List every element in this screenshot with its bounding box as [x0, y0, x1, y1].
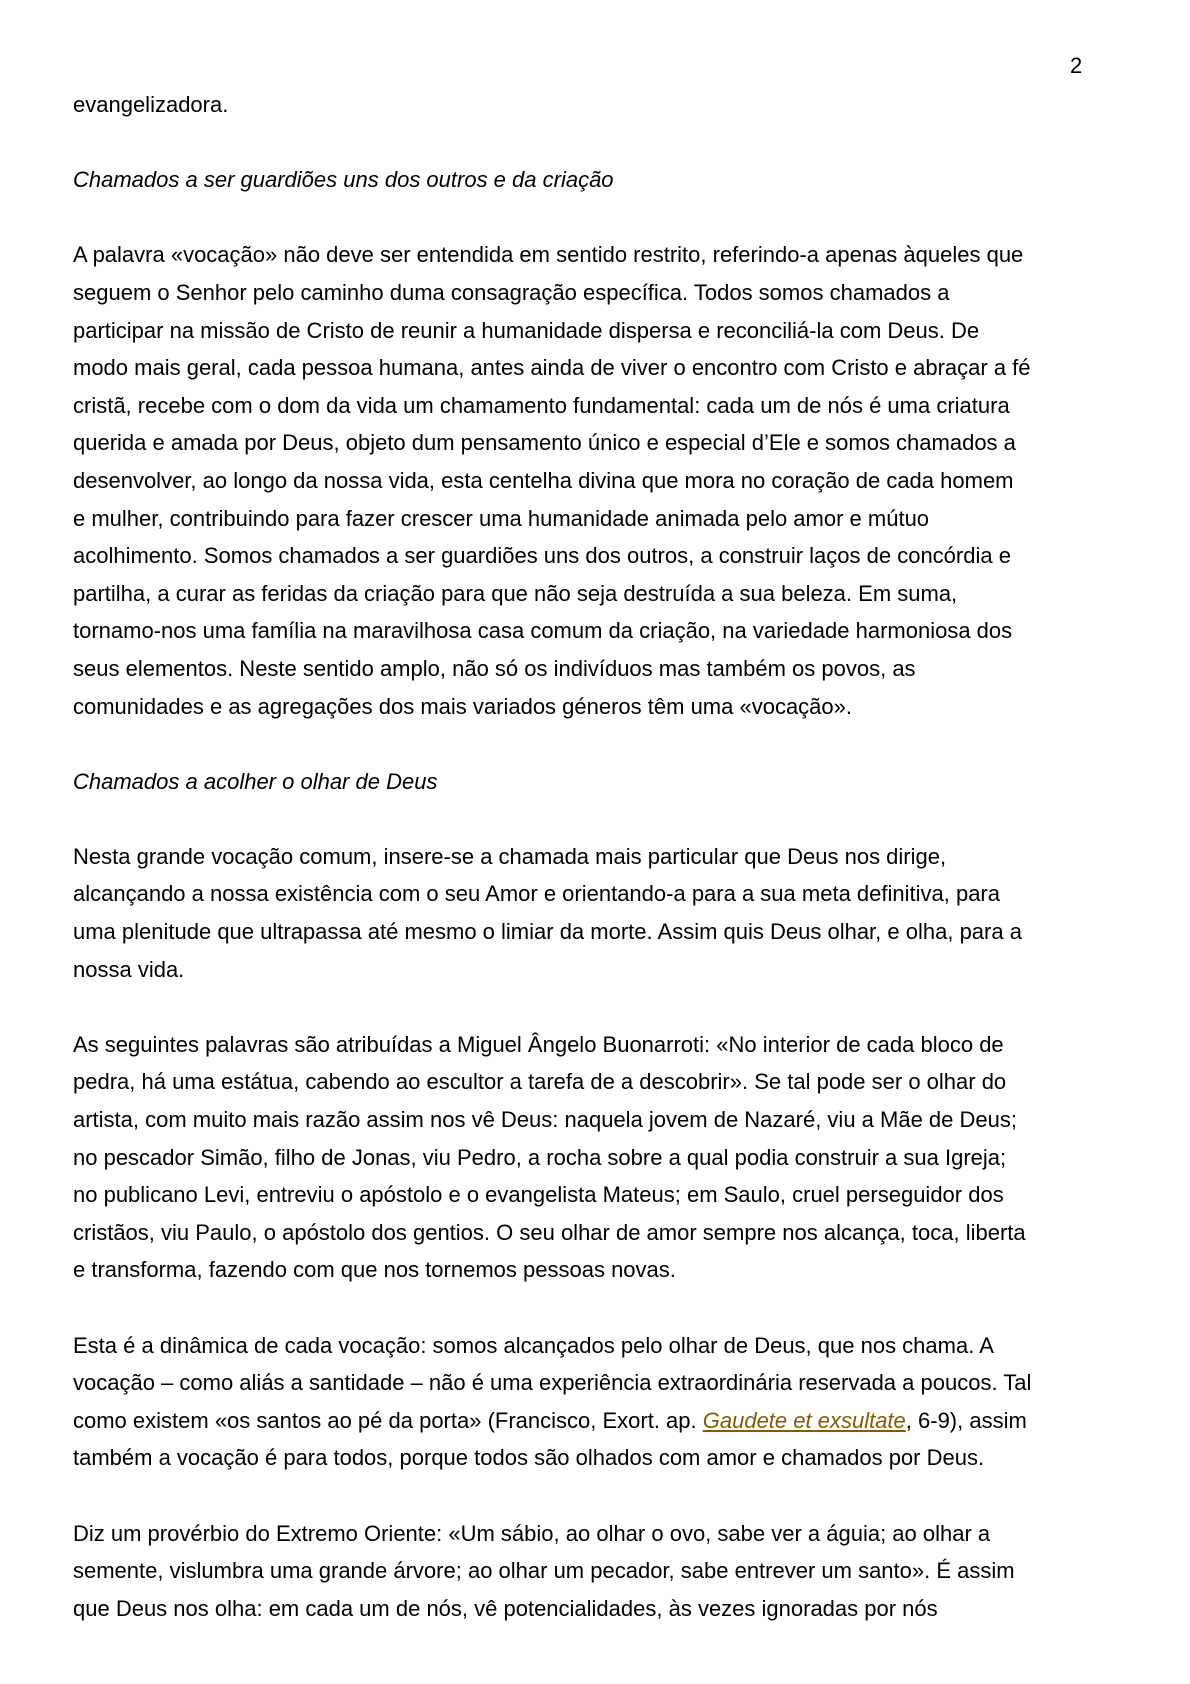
text-line: no publicano Levi, entreviu o apóstolo e o evangelista Mateus; em Saulo, cruel perseguidor dos: [73, 1182, 1004, 1208]
text-line: partilha, a curar as feridas da criação para que não seja destruída a sua beleza. Em suma,: [73, 580, 958, 606]
text-line: As seguintes palavras são atribuídas a Miguel Ângelo Buonarroti: «No interior de cada bloco de: [73, 1031, 1004, 1057]
text-line: cristãos, viu Paulo, o apóstolo dos gentios. O seu olhar de amor sempre nos alcança, toca, liberta: [73, 1219, 1026, 1245]
text-line: nossa vida.: [73, 956, 185, 982]
intro-line: evangelizadora.: [73, 92, 229, 117]
text-line: seus elementos. Neste sentido amplo, não só os indivíduos mas também os povos, as: [73, 655, 916, 681]
text-line: desenvolver, ao longo da nossa vida, esta centelha divina que mora no coração de cada homem: [73, 467, 1014, 493]
text-line: Diz um provérbio do Extremo Oriente: «Um sábio, ao olhar o ovo, sabe ver a águia; ao olhar a: [73, 1520, 991, 1546]
text-segment: como existem «os santos ao pé da porta» (Francisco, Exort. ap.: [73, 1407, 703, 1433]
text-line: pedra, há uma estátua, cabendo ao escultor a tarefa de a descobrir». Se tal pode ser o olhar do: [73, 1069, 1007, 1095]
paragraph-common-vocation: [73, 838, 1133, 988]
text-line: tornamo-nos uma família na maravilhosa casa comum da criação, na variedade harmoniosa dos: [73, 618, 1013, 644]
paragraph-michelangelo: [73, 1026, 1133, 1289]
text-line: também a vocação é para todos, porque todos são olhados com amor e chamados por Deus.: [73, 1445, 985, 1471]
text-line: artista, com muito mais razão assim nos vê Deus: naquela jovem de Nazaré, viu a Mãe de Deus;: [73, 1107, 1017, 1133]
page-number: 2: [1070, 53, 1083, 78]
text-line: querida e amada por Deus, objeto dum pensamento único e especial d’Ele e somos chamados a: [73, 430, 1016, 456]
paragraph-dynamic: [73, 1327, 1133, 1477]
text-line: Nesta grande vocação comum, insere-se a chamada mais particular que Deus nos dirige,: [73, 843, 947, 869]
text-line: acolhimento. Somos chamados a ser guardiões uns dos outros, a construir laços de concórdia e: [73, 543, 1011, 569]
text-line: seguem o Senhor pelo caminho duma consagração específica. Todos somos chamados a: [73, 279, 950, 305]
text-line: comunidades e as agregações dos mais variados géneros têm uma «vocação».: [73, 693, 853, 719]
text-line: uma plenitude que ultrapassa até mesmo o limiar da morte. Assim quis Deus olhar, e olha, para a: [73, 919, 1022, 945]
text-line: A palavra «vocação» não deve ser entendida em sentido restrito, referindo-a apenas àqueles que: [73, 242, 1024, 268]
section-heading-guardians: Chamados a ser guardiões uns dos outros e da criação: [73, 167, 614, 193]
paragraph-proverb: [73, 1515, 1133, 1628]
paragraph-vocation: [73, 236, 1133, 725]
section-heading-gaze: Chamados a acolher o olhar de Deus: [73, 768, 438, 794]
text-line-with-link: [73, 1402, 1133, 1440]
text-line: Esta é a dinâmica de cada vocação: somos alcançados pelo olhar de Deus, que nos chama. A: [73, 1332, 994, 1358]
text-line: modo mais geral, cada pessoa humana, antes ainda de viver o encontro com Cristo e abraçar a fé: [73, 355, 1031, 381]
text-line: vocação – como aliás a santidade – não é uma experiência extraordinária reservada a poucos. Tal: [73, 1370, 1032, 1396]
text-line: semente, vislumbra uma grande árvore; ao olhar um pecador, sabe entrever um santo». É assim: [73, 1558, 1015, 1584]
text-line: cristã, recebe com o dom da vida um chamamento fundamental: cada um de nós é uma criatura: [73, 392, 1010, 418]
text-line: e transforma, fazendo com que nos tornemos pessoas novas.: [73, 1257, 676, 1283]
gaudete-et-exsultate-link[interactable]: Gaudete et exsultate: [702, 1407, 906, 1433]
text-segment: , 6-9), assim: [905, 1407, 1027, 1433]
text-line: alcançando a nossa existência com o seu Amor e orientando-a para a sua meta definitiva, para: [73, 881, 1000, 907]
text-line: e mulher, contribuindo para fazer crescer uma humanidade animada pelo amor e mútuo: [73, 505, 930, 531]
document-body: [73, 86, 1133, 1627]
text-line: que Deus nos olha: em cada um de nós, vê potencialidades, às vezes ignoradas por nós: [73, 1595, 938, 1621]
text-line: no pescador Simão, filho de Jonas, viu Pedro, a rocha sobre a qual podia construir a sua Igreja;: [73, 1144, 1007, 1170]
text-line: participar na missão de Cristo de reunir a humanidade dispersa e reconciliá-la com Deus. De: [73, 317, 980, 343]
